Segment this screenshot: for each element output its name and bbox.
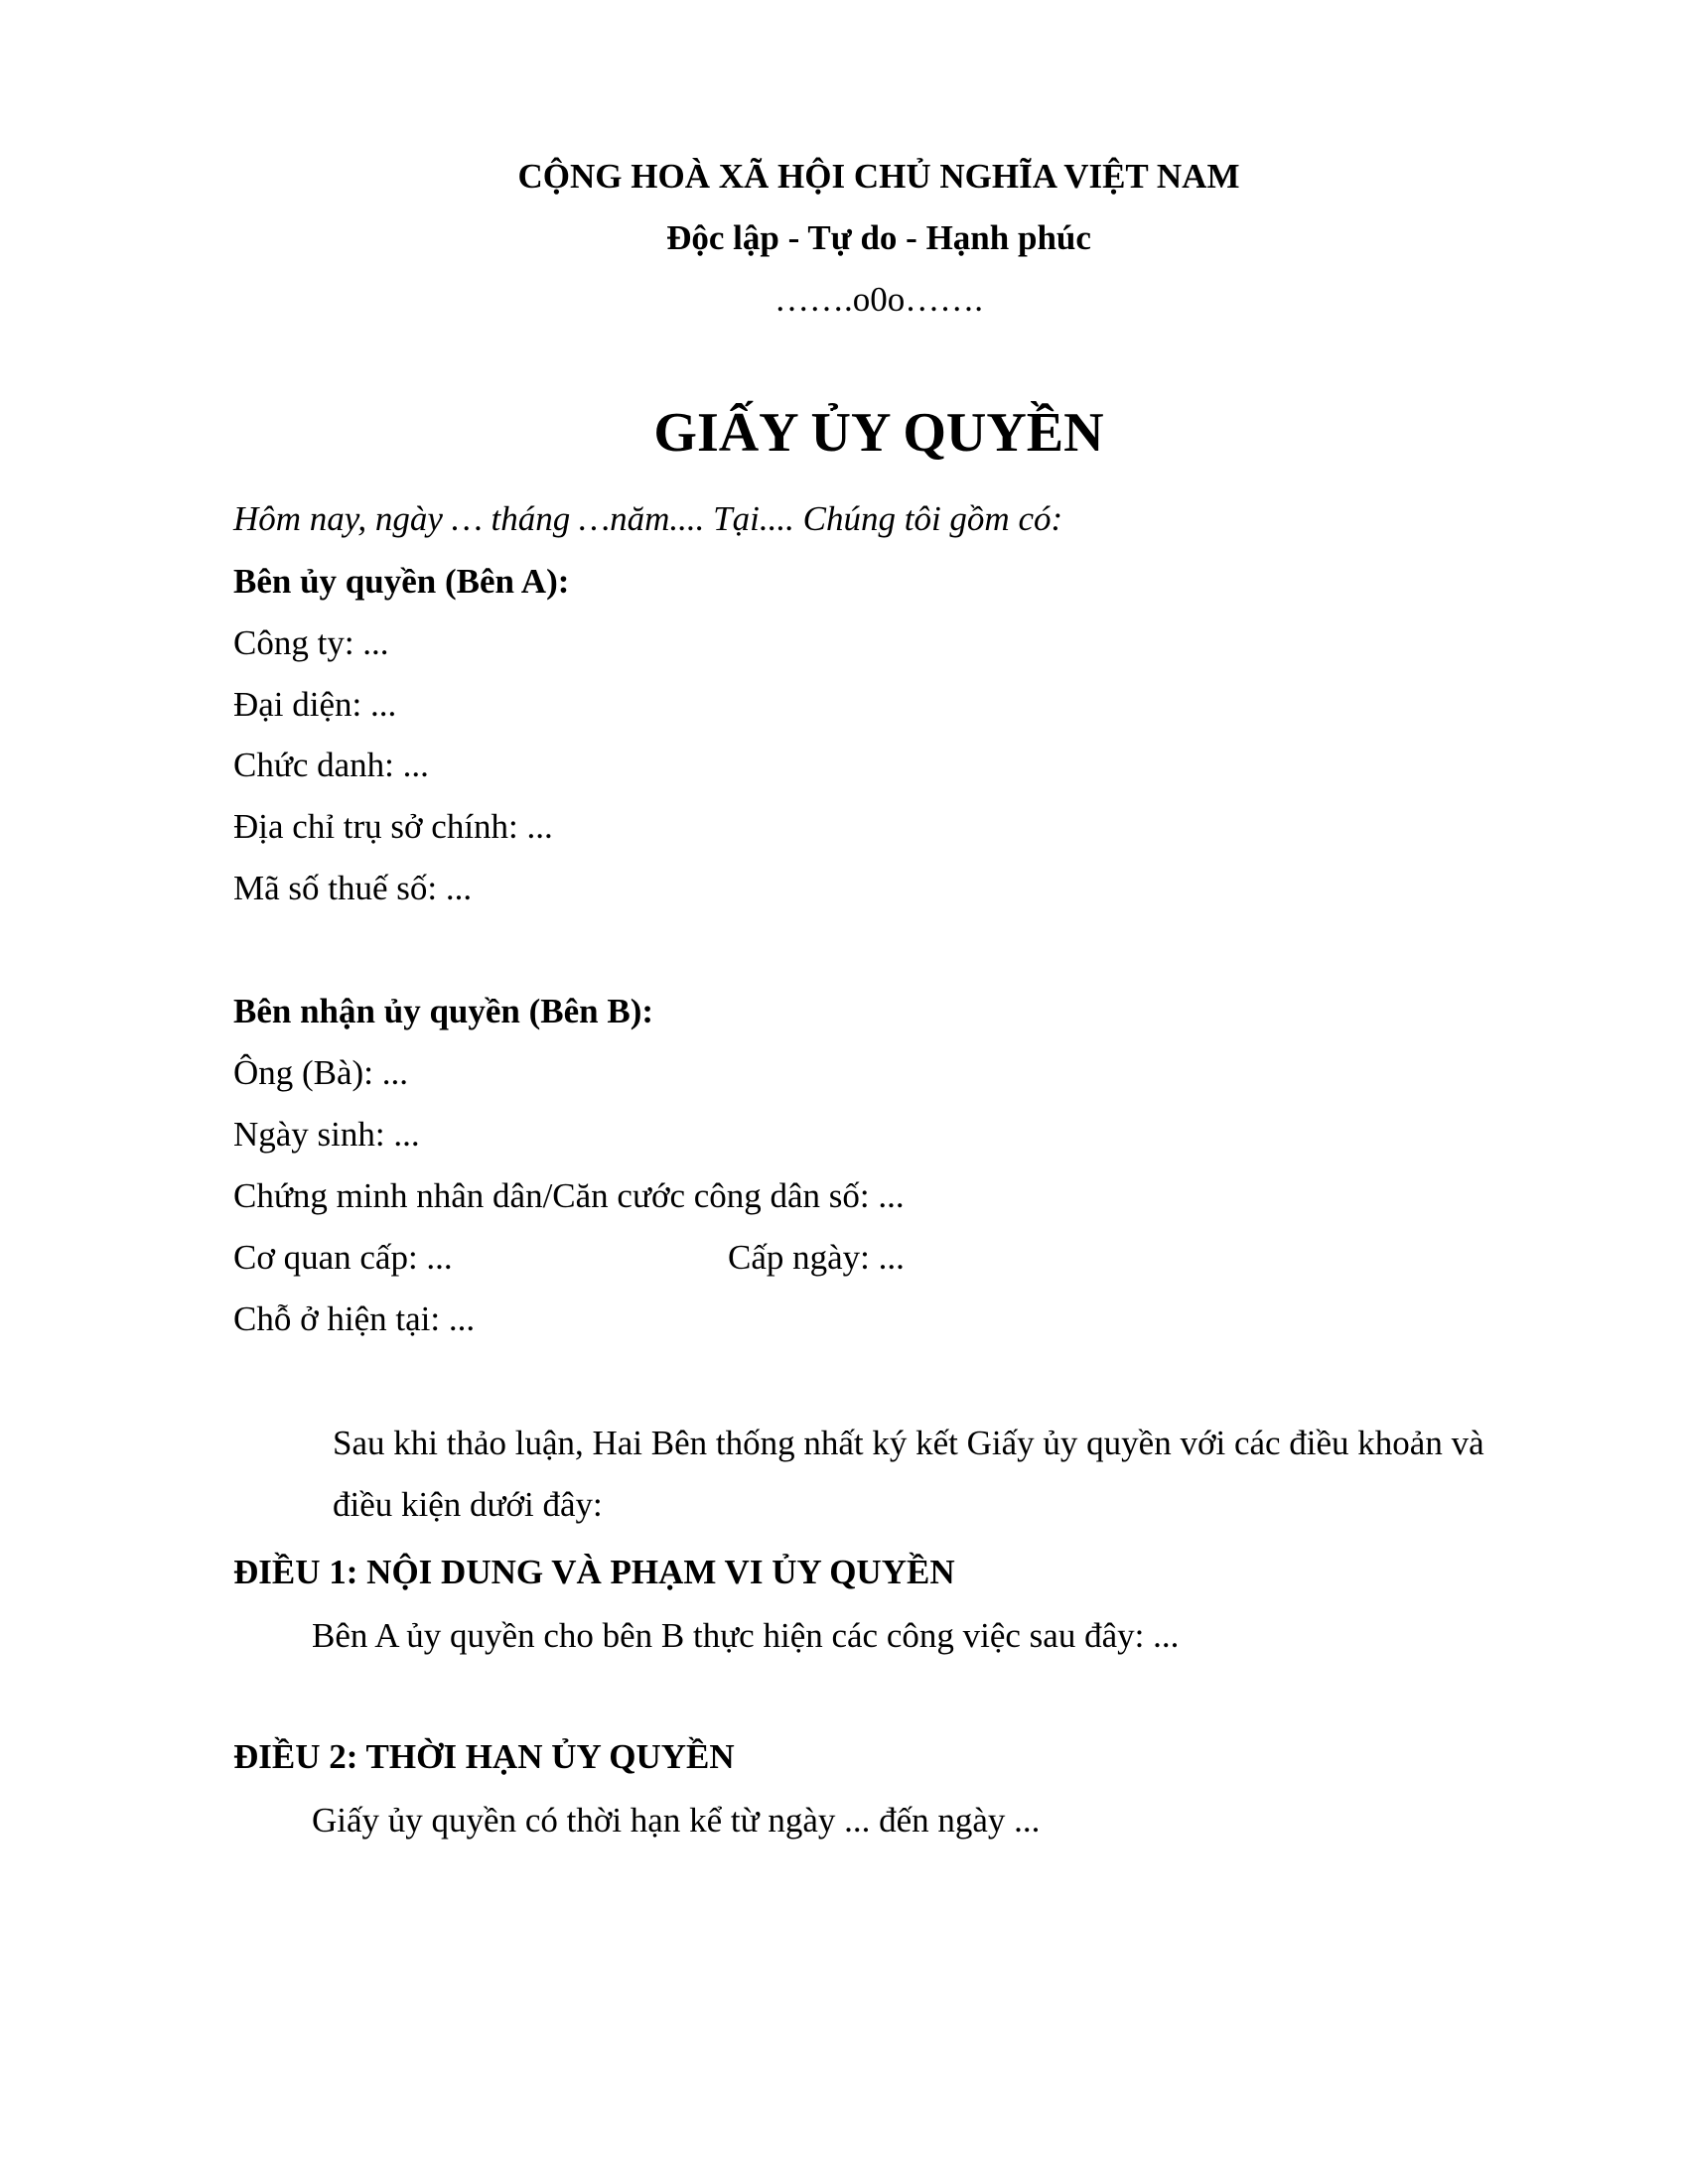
party-b-issuer: Cơ quan cấp: ... [233,1238,453,1277]
header-ornament: …….o0o……. [774,280,983,319]
party-b-issue-date: Cấp ngày: ... [728,1238,905,1277]
article-1-heading: ĐIỀU 1: NỘI DUNG VÀ PHẠM VI ỦY QUYỀN [233,1553,955,1591]
party-a-heading: Bên ủy quyền (Bên A): [233,562,570,601]
party-a-representative: Đại diện: ... [233,685,397,724]
party-b-name: Ông (Bà): ... [233,1053,408,1092]
party-a-tax-code: Mã số thuế số: ... [233,869,473,907]
article-2-heading: ĐIỀU 2: THỜI HẠN ỦY QUYỀN [233,1737,735,1776]
party-a-address: Địa chỉ trụ sở chính: ... [233,807,553,846]
party-b-residence: Chỗ ở hiện tại: ... [233,1299,476,1338]
national-name: CỘNG HOÀ XÃ HỘI CHỦ NGHĨA VIỆT NAM [517,157,1240,196]
article-1-content: Bên A ủy quyền cho bên B thực hiện các công việc sau đây: ... [312,1616,1180,1655]
intro-line: Hôm nay, ngày … tháng …năm.... Tại.... Chúng tôi gồm có: [233,499,1063,538]
party-b-id-number: Chứng minh nhân dân/Căn cước công dân số: ... [233,1176,905,1215]
party-a-company: Công ty: ... [233,623,389,662]
national-motto: Độc lập - Tự do - Hạnh phúc [666,218,1091,257]
party-b-dob: Ngày sinh: ... [233,1115,420,1154]
agreement-line-2: điều kiện dưới đây: [333,1485,603,1524]
article-2-content: Giấy ủy quyền có thời hạn kể từ ngày ... đến ngày ... [312,1801,1041,1840]
document-title: GIẤY ỦY QUYỀN [653,402,1104,464]
party-b-heading: Bên nhận ủy quyền (Bên B): [233,992,654,1030]
agreement-line-1: Sau khi thảo luận, Hai Bên thống nhất ký kết Giấy ủy quyền với các điều khoản và [333,1424,1484,1462]
party-a-position: Chức danh: ... [233,746,429,784]
